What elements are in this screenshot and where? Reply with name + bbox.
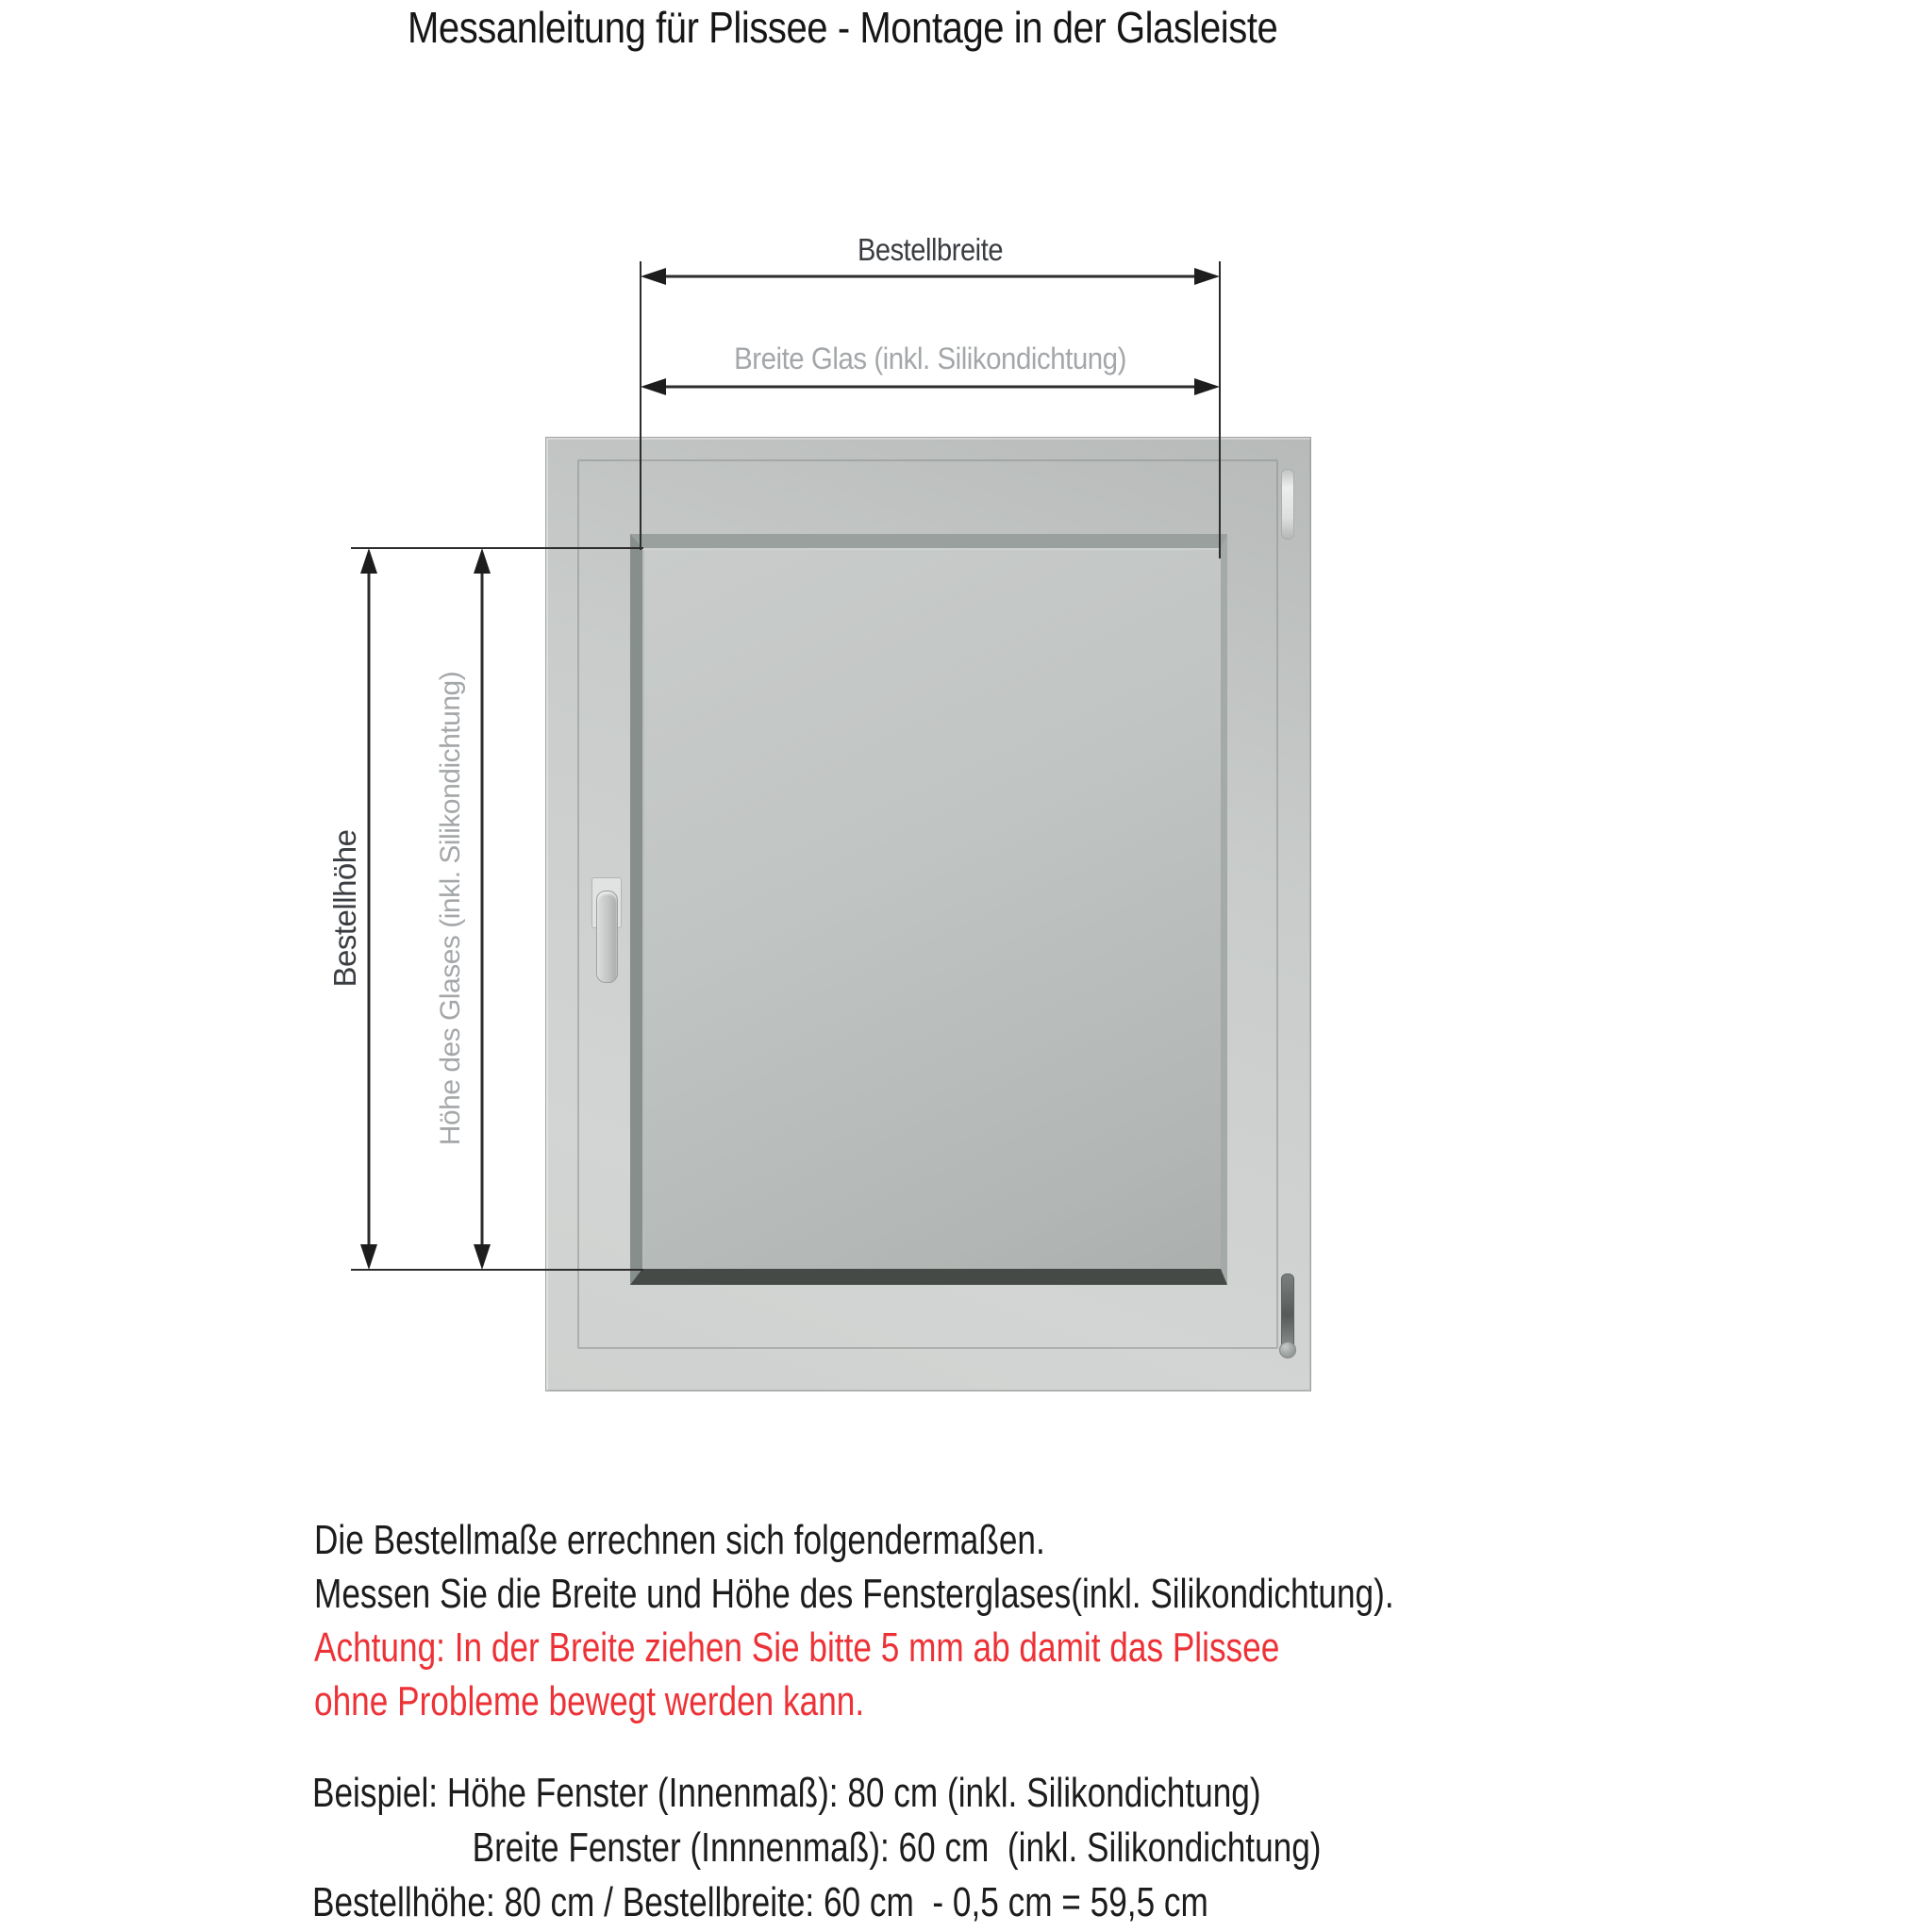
example-line: Bestellhöhe: 80 cm / Bestellbreite: 60 cm - 0,5 cm = 59,5 cm bbox=[312, 1879, 1208, 1925]
window-hinge-bottom bbox=[1281, 1274, 1294, 1349]
order-height-label: Bestellhöhe bbox=[327, 829, 362, 988]
example-line: Breite Fenster (Innnenmaß): 60 cm (inkl. Silikondichtung) bbox=[472, 1824, 1322, 1871]
window-glass bbox=[630, 534, 1227, 1285]
instruction-line: Messen Sie die Breite und Höhe des Fensterglases(inkl. Silikondichtung). bbox=[314, 1571, 1394, 1617]
example-block bbox=[312, 1766, 1322, 1930]
window-frame bbox=[545, 437, 1311, 1391]
window-hinge-top bbox=[1281, 469, 1294, 540]
window-hinge-knob bbox=[1279, 1341, 1296, 1358]
glass-height-label: Höhe des Glases (inkl. Silikondichtung) bbox=[435, 671, 466, 1146]
example-line: Beispiel: Höhe Fenster (Innenmaß): 80 cm (inkl. Silikondichtung) bbox=[312, 1770, 1261, 1816]
glass-width-label: Breite Glas (inkl. Silikondichtung) bbox=[734, 341, 1126, 375]
order-width-label: Bestellbreite bbox=[857, 232, 1004, 267]
warning-line: ohne Probleme bewegt werden kann. bbox=[314, 1678, 865, 1724]
page-title: Messanleitung für Plissee - Montage in der Glasleiste bbox=[408, 3, 1278, 52]
instructions-block bbox=[314, 1513, 1394, 1728]
warning-line: Achtung: In der Breite ziehen Sie bitte 5 mm ab damit das Plissee bbox=[314, 1624, 1280, 1671]
window-handle bbox=[596, 891, 618, 983]
instruction-line: Die Bestellmaße errechnen sich folgendermaßen. bbox=[314, 1517, 1045, 1563]
